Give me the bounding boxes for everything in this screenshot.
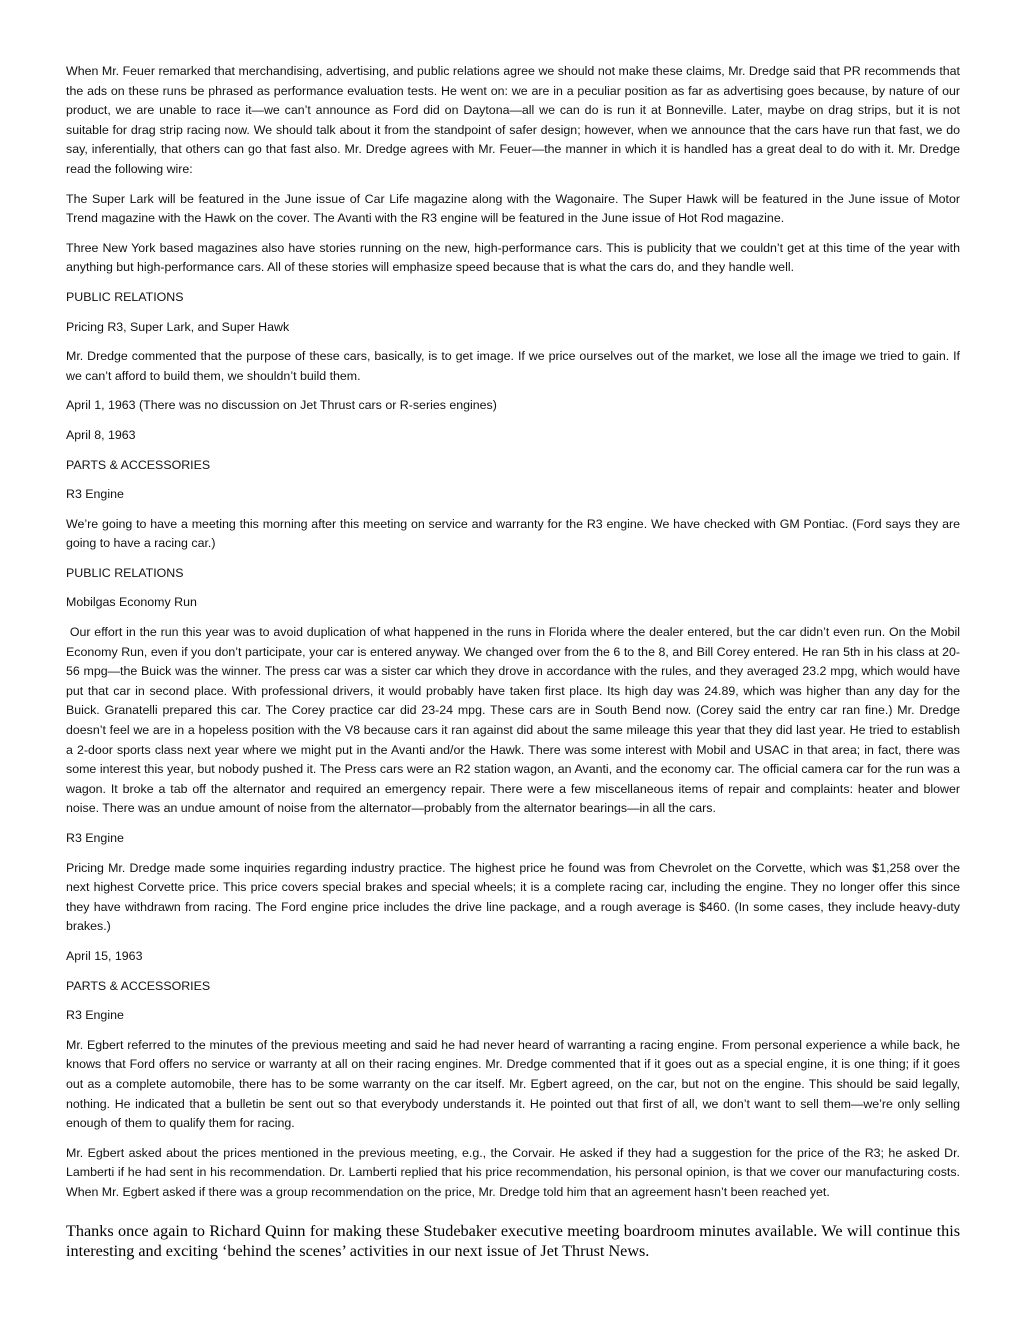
date-april-8: April 8, 1963 xyxy=(66,427,136,442)
section-heading-parts-accessories: PARTS & ACCESSORIES xyxy=(66,457,211,472)
paragraph-warranty-meeting: We’re going to have a meeting this morning after this meeting on service and warranty for the R3 engine. We have checked with GM Pontiac. (Ford says they are going to have a racing car.) xyxy=(66,516,960,551)
paragraph-magazine-features: The Super Lark will be featured in the June issue of Car Life magazine along with the Wagonaire. The Super Hawk will be featured in the June issue of Motor Trend magazine with the Hawk on the cover. The Avanti with the R3 engine will be featured in the June issue of Hot Rod magazine. xyxy=(66,191,960,226)
paragraph-economy-run: Our effort in the run this year was to avoid duplication of what happened in the runs in Florida where the dealer entered, but the car didn’t even run. On the Mobil Economy Run, even if you don’t participate, your car is entered anyway. We changed over from the 6 to the 8, and Bill Corey entered. He ran 5th in his class at 20-56 mpg—the Buick was the winner. The press car was a sister car which they drove in accordance with the rules, and they averaged 23.2 mpg, which would have put that car in second place. With professional drivers, it would probably have taken first place. Its high day was 24.89, which was higher than any day for the Buick. Granatelli prepared this car. The Corey practice car did 23-24 mpg. These cars are in South Bend now. (Corey said the entry car ran fine.) Mr. Dredge doesn’t feel we are in a hopeless position with the V8 because cars it ran against did about the same mileage this year that they did last year. He tried to establish a 2-door sports class next year where we might put in the Avanti and/or the Hawk. There was some interest with Mobil and USAC in that area; in fact, there was some interest this year, but nobody pushed it. The Press cars were an R2 station wagon, an Avanti, and the economy car. The official camera car for the run was a wagon. It broke a tab off the alternator and required an emergency repair. There were a few miscellaneous items of repair and complaints: heater and blower noise. There was an undue amount of noise from the alternator—probably from the alternator bearings—in all the cars. xyxy=(66,625,964,816)
closing-note: Thanks once again to Richard Quinn for making these Studebaker executive meeting boardroom minutes available. We will continue this interesting and exciting ‘behind the scenes’ activities in our next issue of Jet Thrust News. xyxy=(66,1221,960,1260)
paragraph-industry-pricing: Pricing Mr. Dredge made some inquiries regarding industry practice. The highest price he found was from Chevrolet on the Corvette, which was $1,258 over the next highest Corvette price. This price covers special brakes and special wheels; it is a complete racing car, including the engine. They no longer offer this since they have withdrawn from racing. The Ford engine price includes the drive line package, and a rough average is $460. (In some cases, they include heavy-duty brakes.) xyxy=(66,860,960,934)
date-april-15: April 15, 1963 xyxy=(66,948,143,963)
subheading-r3-engine: R3 Engine xyxy=(66,831,124,845)
document-page xyxy=(66,62,964,1261)
subheading-mobilgas-economy-run: Mobilgas Economy Run xyxy=(66,595,197,610)
section-heading-public-relations: PUBLIC RELATIONS xyxy=(66,565,184,580)
paragraph-warranty-discussion: Mr. Egbert referred to the minutes of the previous meeting and said he had never heard of warranting a racing engine. From personal experience a while back, he knows that Ford offers no service or warranty at all on their racing engines. Mr. Dredge commented that if it goes out as a special engine, it is one thing; if it goes out as a complete automobile, there has to be some warranty on the car itself. Mr. Egbert agreed, on the car, but not on the engine. This should be said legally, nothing. He indicated that a bulletin be sent out so that everybody understands it. He pointed out that first of all, we don’t want to sell them—we’re only selling enough of them to qualify them for racing. xyxy=(66,1037,960,1131)
paragraph-price-recommendation: Mr. Egbert asked about the prices mentioned in the previous meeting, e.g., the Corvair. He asked if they had a suggestion for the price of the R3; he asked Dr. Lamberti if he had sent in his recommendation. Dr. Lamberti replied that his price recommendation, his personal opinion, is that we cover our manufacturing costs. When Mr. Egbert asked if there was a group recommendation on the price, Mr. Dredge told him that an agreement hasn’t been reached yet. xyxy=(66,1145,960,1199)
paragraph-ny-magazines: Three New York based magazines also have stories running on the new, high-performance cars. This is publicity that we couldn’t get at this time of the year with anything but high-performance cars. All of these stories will emphasize speed because that is what the cars do, and they handle well. xyxy=(66,240,960,275)
paragraph-pricing-image: Mr. Dredge commented that the purpose of these cars, basically, is to get image. If we price ourselves out of the market, we lose all the image we tried to gain. If we can’t afford to build them, we shouldn’t build them. xyxy=(66,349,960,383)
subheading-r3-engine: R3 Engine xyxy=(66,1008,124,1023)
paragraph-wire-intro: When Mr. Feuer remarked that merchandising, advertising, and public relations agree we should not make these claims, Mr. Dredge said that PR recommends that the ads on these runs be phrased as performance evaluation tests. He went on: we are in a peculiar position as far as advertising goes because, by nature of our product, we are unable to race it—we can’t announce as Ford did on Daytona—all we can do is run it at Bonneville. Later, maybe on drag strips, but it is not suitable for drag strip racing now. We should talk about it from the standpoint of safer design; however, when we announce that the cars have run that fast, we do say, inferentially, that others can go that fast also. Mr. Dredge agrees with Mr. Feuer—the manner in which it is handled has a great deal to do with it. Mr. Dredge read the following wire: xyxy=(66,64,960,176)
subheading-r3-engine: R3 Engine xyxy=(66,487,124,502)
section-heading-public-relations: PUBLIC RELATIONS xyxy=(66,289,184,304)
date-april-1: April 1, 1963 (There was no discussion on Jet Thrust cars or R-series engines) xyxy=(66,398,497,413)
section-heading-parts-accessories: PARTS & ACCESSORIES xyxy=(66,978,211,993)
subheading-pricing: Pricing R3, Super Lark, and Super Hawk xyxy=(66,319,290,334)
